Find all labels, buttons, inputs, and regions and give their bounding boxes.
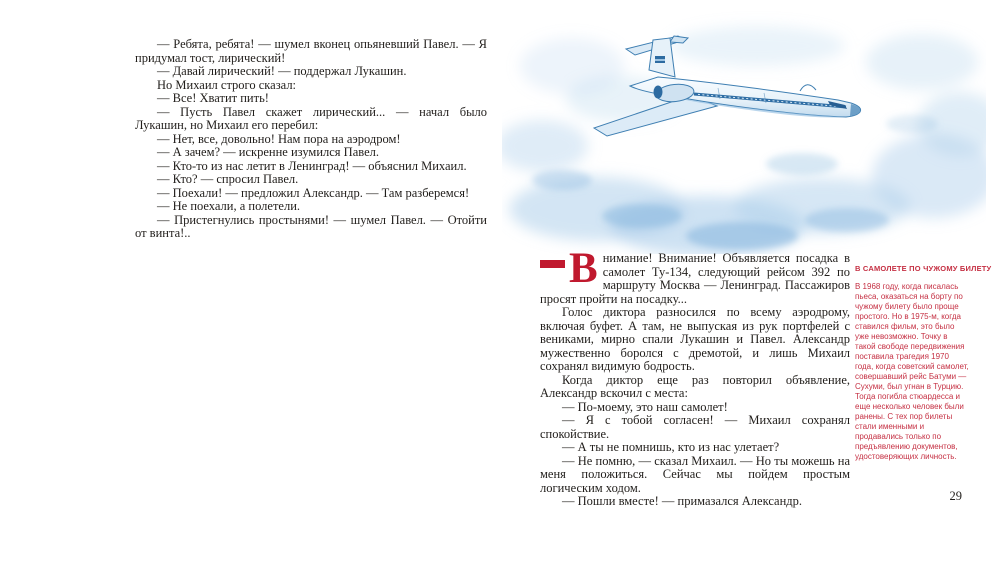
paragraph: — Не поехали, а полетели. xyxy=(157,199,301,213)
dropcap xyxy=(540,245,597,292)
paragraph: — Давай лирический! — поддержал Лукашин. xyxy=(157,64,407,78)
paragraph: — Пристегнулись простынями! — шумел Павел. — Отойти от винта!.. xyxy=(135,212,487,240)
paragraph: — А зачем? — искренне изумился Павел. xyxy=(157,145,379,159)
paragraph: — Все! Хватит пить! xyxy=(157,91,269,105)
paragraph: — Поехали! — предложил Александр. — Там разберемся! xyxy=(157,185,470,200)
paragraph: — А ты не помнишь, кто из нас улетает? xyxy=(562,440,780,454)
paragraph: — Пошли вместе! — примазался Александр. xyxy=(562,494,803,508)
paragraph: — Не помню, — сказал Михаил. — Но ты можешь на меня положиться. Сейчас мы пойдем простым логическим ходом. xyxy=(540,453,850,495)
paragraph: — Кто? — спросил Павел. xyxy=(157,172,299,186)
paragraph: — Нет, все, довольно! Нам пора на аэродром! xyxy=(157,131,401,146)
margin-note-title: В САМОЛЕТЕ ПО ЧУЖОМУ БИЛЕТУ xyxy=(855,264,992,273)
lead-paragraph xyxy=(540,245,850,306)
paragraph: — Я с тобой согласен! — Михаил сохранял спокойствие. xyxy=(540,413,850,441)
dropcap-letter: В xyxy=(569,245,597,292)
lead-paragraph-text: нимание! Внимание! Объявляется посадка в самолет Ту-134, следующий рейсом 392 по маршруту Москва — Ленинград. Пассажиров просят пройти на посадку... xyxy=(540,251,850,306)
clouds xyxy=(502,26,986,254)
paragraph: Когда диктор еще раз повторил объявление, Александр вскочил с места: xyxy=(540,372,850,400)
margin-note-body: В 1968 году, когда писалась пьеса, оказаться на борту по чужому билету было проще простого. Но в 1975-м, когда ставился фильм, это было уже невозможно. Точку в такой свободе передвижения поставила трагедия 1970 года, когда советский самолет, совершавший рейс Батуми — Сухуми, был угнан в Турцию. Тогда погибла стюардесса и еще несколько человек были ранены. С тех пор билеты стали именными и продавались только по предъявлению документов, удостоверяющих личность. xyxy=(855,282,969,461)
paragraph: — Кто-то из нас летит в Ленинград! — объяснил Михаил. xyxy=(157,158,467,173)
right-page-text xyxy=(540,245,850,509)
dropcap-dash xyxy=(540,260,565,268)
paragraph: — Пусть Павел скажет лирический... — начал было Лукашин, но Михаил его перебил: xyxy=(135,104,487,132)
page-number: 29 xyxy=(949,489,962,503)
paragraph: — Ребята, ребята! — шумел вконец опьяневший Павел. — Я придумал тост, лирический! xyxy=(135,37,487,65)
paragraph: — По-моему, это наш самолет! xyxy=(562,399,728,414)
airplane-illustration-svg xyxy=(502,4,986,254)
paragraph: Голос диктора разносился по всему аэродрому, включая буфет. А там, не выпуская из рук портфелей с вениками, мирно спали Лукашин и Павел. Александр мужественно боролся с дремотой, и лишь Михаил сохранял видимую бодрость. xyxy=(540,305,850,373)
margin-note xyxy=(855,264,992,462)
paragraph: Но Михаил строго сказал: xyxy=(157,77,297,92)
left-page-text xyxy=(135,38,487,241)
airplane-illustration xyxy=(502,4,986,254)
